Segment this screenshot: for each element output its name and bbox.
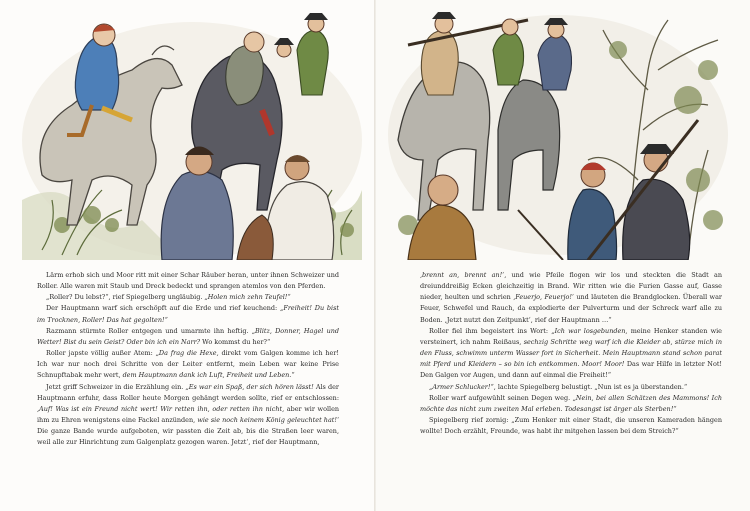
paragraph — [37, 348, 339, 381]
text-run: „Roller? Du lebst?“, rief Spiegelberg ungläubig. — [46, 293, 205, 302]
paragraph — [420, 270, 722, 326]
text-run-italic: „Es war ein Spaß, der sich hören lässt! — [185, 382, 314, 391]
right-page-text — [420, 270, 722, 437]
text-run-italic: „Armer Schlucker!“ — [429, 382, 494, 391]
left-page — [0, 0, 374, 511]
text-run: Lärm erhob sich und Moor ritt mit einer Schar Räuber heran, unter ihnen Schweizer und Roller. Alle waren mit Staub und Dreck bedeckt und sprangen atemlos von den Pferden. — [37, 271, 339, 291]
paragraph — [37, 326, 339, 348]
text-run: Razmann stürmte Roller entgegen und umarmte ihn heftig. — [46, 326, 252, 335]
text-run-italic: „Ich war losgebunden, — [551, 326, 628, 335]
text-run-italic: „Freiheit! Du bist im Trocknen, Roller! Das hat gegolten!“ — [37, 304, 339, 324]
text-run: Roller warf aufgewühlt seinen Degen weg. — [429, 393, 573, 402]
text-run: Jetzt griff Schweizer in die Erzählung ein. — [46, 382, 186, 391]
text-run: aber wir wollen ihm zu Ehren wenigstens eine Fackel anzünden, — [37, 404, 340, 425]
text-run-italic: „Blitz, Donner, Hagel und Wetter! Bist du sein Geist? Oder bin ich ein Narr? — [37, 326, 339, 346]
text-run-italic: sechzig Schritte weg warf ich die Kleider ab, stürze mich in den Fluss, schwimm unterm Wasser fort in Sicherheit. Mein Hauptmann stand schon parat mit Pferd und Kleidern – so bin ich entkommen. Moor! Moor! — [420, 337, 722, 369]
text-run-italic: dem Hauptmann dank ich Luft, Freiheit und Leben. — [122, 371, 292, 380]
paragraph — [420, 382, 722, 393]
text-run-italic: ‚Auf! Was ist ein Freund nicht wert! — [37, 404, 158, 413]
text-run: und läuteten die Brandglocken. Überall war Feuer, Schwefel und Rauch, da explodierte der Pulverturm und der Schreck warf alle zu Boden. ‚Jetzt nutzt den Zeitpunkt‘, rief der Hauptmann …“ — [420, 293, 722, 324]
text-run: Der Hauptmann warf sich erschöpft auf die Erde und rief keuchend: — [46, 304, 281, 313]
left-page-text — [37, 270, 339, 449]
text-run: “ — [291, 371, 295, 380]
mounted-robbers-with-rifles-illustration — [388, 10, 728, 260]
text-run: Roller japste völlig außer Atem: — [46, 349, 156, 358]
text-run: Roller fiel ihm begeistert ins Wort: — [429, 326, 552, 335]
text-run: Wo kommst du her?“ — [200, 337, 271, 346]
right-page — [376, 0, 750, 511]
paragraph — [420, 415, 722, 437]
text-run-italic: ‚brennt an, brennt an!‘ — [420, 271, 505, 279]
text-run-italic: „Holen mich zehn Teufel!“ — [204, 293, 291, 302]
riders-on-horseback-illustration — [22, 10, 362, 260]
text-run: direkt vom Galgen komme ich her! Ich war nur noch drei Schritte von der Leiter entfernt, mein Leben war keine Prise Schnupftabak mehr wert, — [37, 349, 339, 380]
text-run: meine Henker standen wie versteinert, ich nahm Reißaus, — [420, 326, 722, 346]
text-run-italic: wie sie noch keinem König geleuchtet hat! — [197, 416, 337, 425]
text-run-italic: ‚Feuerjo, Feuerjo!‘ — [513, 293, 574, 302]
text-run: ‘ Die ganze Bande wurde aufgeboten, wir passten die Zeit ab, bis die Straßen leer waren, weil alle zur Hinrichtung zum Galgenplatz gezogen waren. Jetzt‘, rief der Hauptmann, — [37, 416, 340, 447]
text-run: , lachte Spiegelberg belustigt. „Nun ist es ja überstanden.“ — [493, 382, 688, 391]
text-run-italic: „Da frag die Hexe, — [155, 349, 219, 358]
paragraph — [37, 303, 339, 325]
paragraph — [37, 292, 339, 303]
text-run-italic: „Nein, bei allen Schätzen des Mammons! Ich möchte das nicht zum zweiten Mal erleben. Todesangst ist ärger als Sterben!“ — [420, 393, 722, 413]
text-run: Als der Hauptmann erfuhr, dass Roller heute Morgen gehängt werden sollte, rief er entschlossen: — [37, 382, 339, 402]
text-run: Spiegelberg rief zornig: „Zum Henker mit einer Stadt, die unseren Kameraden hängen wollte! Doch erzählt, Freunde, was habt ihr mitgehen lassen bei dem Streich?“ — [420, 416, 722, 436]
paragraph — [37, 270, 339, 292]
text-run-italic: Wir retten ihn, oder retten ihn nicht, — [160, 404, 285, 413]
paragraph — [37, 382, 339, 449]
text-run: , und wie Pfeile flogen wir los und steckten die Stadt an dreiunddreißig Ecken gleichzeitig in Brand. Wir ritten wie die Furien Gasse auf, Gasse nieder, heulten und schrien — [420, 271, 722, 302]
paragraph — [420, 326, 722, 382]
text-run: Das war Hilfe in letzter Not! Den Galgen vor Augen, und dann auf einmal die Freiheit!“ — [420, 360, 722, 380]
paragraph — [420, 393, 722, 415]
